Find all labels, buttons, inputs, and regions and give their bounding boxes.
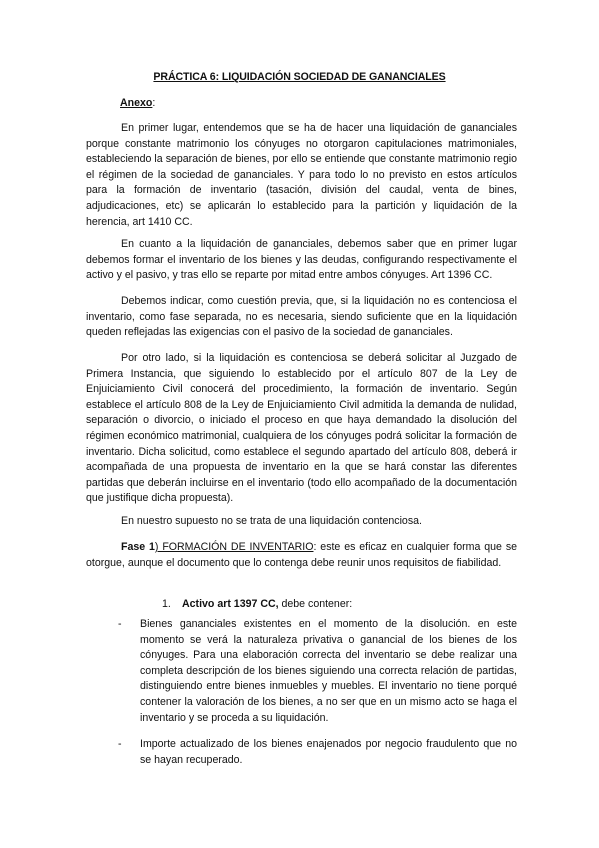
annex-heading (120, 96, 155, 112)
item-bold-label: Activo art 1397 CC, (182, 598, 279, 610)
paragraph-phase-1 (86, 540, 517, 571)
dash-bullet: - (118, 738, 122, 750)
phase-1-prefix: Fase 1 (121, 541, 155, 553)
item-text: debe contener: (278, 598, 353, 610)
paragraph-our-case: En nuestro supuesto no se trata de una liquidación contenciosa. (121, 515, 422, 527)
paragraph-intro: En primer lugar, entendemos que se ha de hacer una liquidación de gananciales porque constante matrimonio los cónyuges no otorgaron capitulaciones matrimoniales, estableciendo la separación de bienes, por ello se entiende que constante matrimonio regio el régimen de la sociedad de gananciales. Y para todo lo no previsto en estos artículos para la formación de inventario (tasación, división del caudal, venta de bines, adjudicaciones, etc) se aplicarán lo establecido para la partición y liquidación de la herencia, art 1410 CC. (86, 122, 517, 228)
item-number: 1. (162, 598, 171, 610)
annex-colon: : (152, 97, 156, 109)
phase-1-title: ) FORMACIÓN DE INVENTARIO (154, 541, 314, 553)
annex-label: Anexo (120, 97, 153, 109)
list-item-text: Bienes gananciales existentes en el momento de la disolución. en este momento se verá la naturaleza privativa o ganancial de los bienes de los cónyuges. Para una elaboración correcta del inventario se debe realizar una completa descripción de los bienes siguiendo una correcta relación de partidas, distinguiendo entre bienes inmuebles y muebles. El inventario no tiene porqué contener la valoración de los bienes, a no ser que en un mismo acto se haga el inventario y se proceda a su liquidación. (140, 618, 517, 724)
phase-1-heading (121, 541, 313, 553)
dash-bullet: - (118, 618, 122, 630)
phase-1-text: : este es eficaz en cualquier forma que se otorgue, aunque el documento que lo contenga debe reunir unos requisitos de fiabilidad. (86, 541, 518, 569)
paragraph-inventory: En cuanto a la liquidación de gananciales, debemos saber que en primer lugar debemos formar el inventario de los bienes y las deudas, configurando respectivamente el activo y el pasivo, y tras ello se reparte por mitad entre ambos cónyuges. Art 1396 CC. (86, 238, 517, 282)
list-item-text: Importe actualizado de los bienes enajenados por negocio fraudulento que no se hayan recuperado. (140, 738, 517, 766)
numbered-item-activo (162, 597, 517, 613)
document-title: PRÁCTICA 6: LIQUIDACIÓN SOCIEDAD DE GANANCIALES (153, 71, 446, 83)
paragraph-contentious: Por otro lado, si la liquidación es contenciosa se deberá solicitar al Juzgado de Primera Instancia, que siguiendo lo establecido por el artículo 807 de la Ley de Enjuiciamiento Civil conocerá del procedimiento, la formación de inventario. Según establece el artículo 808 de la Ley de Enjuiciamiento Civil admitida la demanda de nulidad, separación o divorcio, o iniciado el proceso en que haya demandado la disolución del régimen económico matrimonial, cualquiera de los cónyuges podrá solicitar la formación de inventario. Dicha solicitud, como establece el segundo apartado del artículo 808, deberá ir acompañada de una propuesta de inventario en la que se hará constar las diferentes partidas que deberán incluirse en el inventario (todo ello acompañado de la documentación que justifique dicha propuesta). (86, 352, 517, 505)
paragraph-prior-question: Debemos indicar, como cuestión previa, que, si la liquidación no es contenciosa el inventario, como fase separada, no es necesaria, siendo suficiente que en la liquidación queden reflejadas las exigencias con el pasivo de la sociedad de gananciales. (86, 295, 517, 339)
